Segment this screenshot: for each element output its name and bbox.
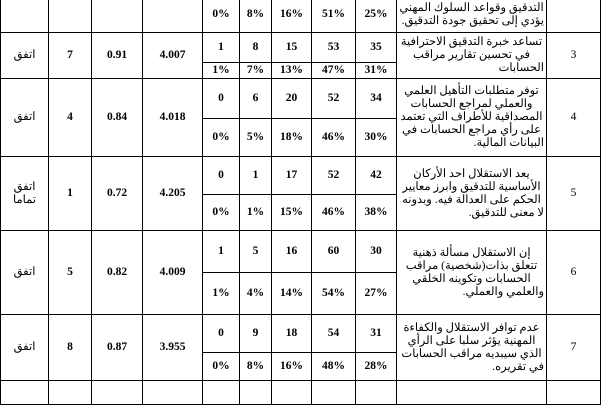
count-cell: 5 bbox=[240, 231, 272, 273]
percent-cell: 16% bbox=[272, 0, 312, 33]
count-cell: 31 bbox=[356, 315, 397, 353]
table-row bbox=[1, 157, 601, 195]
count-cell: 17 bbox=[272, 157, 312, 195]
table-row bbox=[1, 0, 601, 33]
std-cell: 0.82 bbox=[92, 231, 143, 315]
percent-cell: 13% bbox=[272, 63, 312, 79]
count-cell: 15 bbox=[272, 33, 312, 63]
percent-cell: 0% bbox=[203, 0, 240, 33]
mean-cell: 3.955 bbox=[143, 315, 203, 381]
percent-cell: 48% bbox=[312, 353, 356, 381]
percent-cell: 28% bbox=[356, 353, 397, 381]
mean-cell: 4.018 bbox=[143, 79, 203, 157]
percent-cell: 47% bbox=[312, 63, 356, 79]
statement-cell: إن الاستقلال مسألة ذهنية تتعلق بذات(شخصية) مراقب الحسابات وتكوينه الخلقي والعلمي والعملي. bbox=[397, 231, 547, 315]
percent-cell: 54% bbox=[312, 273, 356, 315]
statement-cell bbox=[397, 381, 547, 405]
percent-cell: 16% bbox=[272, 353, 312, 381]
count-cell: 0 bbox=[203, 315, 240, 353]
count-cell bbox=[356, 381, 397, 405]
percent-cell: 1% bbox=[203, 63, 240, 79]
mean-cell: 4.205 bbox=[143, 157, 203, 231]
count-cell: 60 bbox=[312, 231, 356, 273]
count-cell: 0 bbox=[203, 79, 240, 119]
rank-cell bbox=[49, 381, 92, 405]
std-cell bbox=[92, 0, 143, 33]
std-cell: 0.72 bbox=[92, 157, 143, 231]
count-cell: 1 bbox=[240, 157, 272, 195]
table-row bbox=[1, 231, 601, 273]
percent-cell: 14% bbox=[272, 273, 312, 315]
percent-cell: 51% bbox=[312, 0, 356, 33]
count-cell: 9 bbox=[240, 315, 272, 353]
statement-cell: توفر متطلبات التأهيل العلمي والعملي لمراجع الحسابات المصداقية للأطراف التي تعتمد على رأي مراجع الحسابات في البيانات المالية. bbox=[397, 79, 547, 157]
count-cell: 18 bbox=[272, 315, 312, 353]
percent-cell: 27% bbox=[356, 273, 397, 315]
percent-cell: 4% bbox=[240, 273, 272, 315]
count-cell bbox=[203, 381, 240, 405]
count-cell bbox=[312, 381, 356, 405]
std-cell: 0.84 bbox=[92, 79, 143, 157]
index-cell: 3 bbox=[547, 33, 601, 79]
index-cell: 4 bbox=[547, 79, 601, 157]
count-cell: 35 bbox=[356, 33, 397, 63]
percent-cell: 30% bbox=[356, 119, 397, 157]
percent-cell: 0% bbox=[203, 119, 240, 157]
table-row bbox=[1, 315, 601, 353]
percent-cell: 0% bbox=[203, 353, 240, 381]
rank-cell: 1 bbox=[49, 157, 92, 231]
percent-cell: 25% bbox=[356, 0, 397, 33]
count-cell bbox=[240, 381, 272, 405]
percent-cell: 15% bbox=[272, 195, 312, 231]
mean-cell bbox=[143, 381, 203, 405]
percent-cell: 0% bbox=[203, 195, 240, 231]
count-cell: 30 bbox=[356, 231, 397, 273]
index-cell: 5 bbox=[547, 157, 601, 231]
std-cell bbox=[92, 381, 143, 405]
count-cell: 0 bbox=[203, 157, 240, 195]
verdict-cell bbox=[1, 381, 49, 405]
verdict-cell: اتفق bbox=[1, 315, 49, 381]
std-cell: 0.87 bbox=[92, 315, 143, 381]
count-cell: 53 bbox=[312, 33, 356, 63]
rank-cell bbox=[49, 0, 92, 33]
percent-cell: 8% bbox=[240, 0, 272, 33]
percent-cell: 8% bbox=[240, 353, 272, 381]
percent-cell: 7% bbox=[240, 63, 272, 79]
verdict-cell bbox=[1, 0, 49, 33]
table-row bbox=[1, 79, 601, 119]
percent-cell: 46% bbox=[312, 195, 356, 231]
table-row bbox=[1, 33, 601, 63]
count-cell: 16 bbox=[272, 231, 312, 273]
percent-cell: 1% bbox=[240, 195, 272, 231]
verdict-cell: اتفق bbox=[1, 79, 49, 157]
index-cell bbox=[547, 381, 601, 405]
statement-cell: التدقيق وقواعد السلوك المهني يؤدي إلى تحقيق جودة التدقيق. bbox=[397, 0, 547, 33]
verdict-cell: اتفق bbox=[1, 231, 49, 315]
percent-cell: 5% bbox=[240, 119, 272, 157]
percent-cell: 46% bbox=[312, 119, 356, 157]
index-cell: 7 bbox=[547, 315, 601, 381]
count-cell: 54 bbox=[312, 315, 356, 353]
count-cell: 6 bbox=[240, 79, 272, 119]
count-cell: 8 bbox=[240, 33, 272, 63]
mean-cell: 4.007 bbox=[143, 33, 203, 79]
mean-cell bbox=[143, 0, 203, 33]
count-cell bbox=[272, 381, 312, 405]
std-cell: 0.91 bbox=[92, 33, 143, 79]
count-cell: 52 bbox=[312, 157, 356, 195]
table-row bbox=[1, 381, 601, 405]
statement-cell: يعد الاستقلال احد الأركان الأساسية للتدقيق وابرز معايير الحكم على العدالة فيه. وبدونه لا معنى للتدقيق. bbox=[397, 157, 547, 231]
verdict-cell: اتفق تماما bbox=[1, 157, 49, 231]
rank-cell: 5 bbox=[49, 231, 92, 315]
percent-cell: 38% bbox=[356, 195, 397, 231]
verdict-cell: اتفق bbox=[1, 33, 49, 79]
statement-cell: تساعد خبرة التدقيق الاحترافية في تحسين تقارير مراقب الحسابات bbox=[397, 33, 547, 79]
percent-cell: 1% bbox=[203, 273, 240, 315]
rank-cell: 4 bbox=[49, 79, 92, 157]
count-cell: 20 bbox=[272, 79, 312, 119]
rank-cell: 8 bbox=[49, 315, 92, 381]
count-cell: 52 bbox=[312, 79, 356, 119]
count-cell: 42 bbox=[356, 157, 397, 195]
statement-cell: عدم توافر الاستقلال والكفاءة المهنية يؤثر سلبا على الرأي الذي سيبديه مراقب الحسابات في تقريره. bbox=[397, 315, 547, 381]
index-cell: 6 bbox=[547, 231, 601, 315]
count-cell: 34 bbox=[356, 79, 397, 119]
mean-cell: 4.009 bbox=[143, 231, 203, 315]
percent-cell: 31% bbox=[356, 63, 397, 79]
count-cell: 1 bbox=[203, 231, 240, 273]
percent-cell: 18% bbox=[272, 119, 312, 157]
index-cell bbox=[547, 0, 601, 33]
count-cell: 1 bbox=[203, 33, 240, 63]
rank-cell: 7 bbox=[49, 33, 92, 79]
